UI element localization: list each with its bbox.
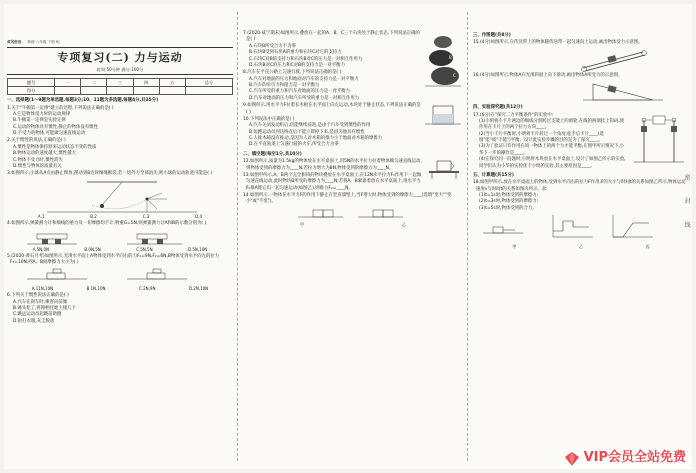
incline-diagram [473, 80, 683, 102]
option: D.惯性与物体的质量有关 [13, 163, 62, 169]
score-table-row [8, 79, 233, 87]
option: C.5N,5N [136, 246, 153, 252]
score-cell: 二 [81, 79, 107, 87]
column-divider [467, 12, 468, 461]
option: B.汽车的牵引力和阻力是一对平衡力 [249, 83, 320, 88]
option: B.物体运动的速度越大,惯性越大 [13, 151, 76, 157]
option: C.物体不受力时,惯性消失 [13, 157, 63, 163]
option: A.汽车对地面的压力和地面对汽车的支持力是一对平衡力 [249, 76, 359, 82]
svg-text:A: A [451, 38, 454, 43]
column-middle [240, 4, 466, 469]
sub-question: (4)在探究同一问题时,小明将木块放在水平桌面上,设计了如图乙所示的实验,同学们认为小华的实验优于小明的实验,其主要原因是____。 [479, 157, 626, 169]
grade-label: 物理 八年级 下册 RJ [27, 40, 60, 44]
figure-labels [7, 286, 233, 292]
option: D.5N,10N [188, 246, 208, 252]
incline-figure [473, 80, 689, 102]
option: D.拍打衣服,灰尘脱落 [13, 318, 55, 324]
option: A.惯性是物体保持原来运动状态不变的性质 [13, 144, 97, 150]
option: A.5N,0N [32, 246, 49, 252]
score-cell[interactable] [81, 87, 107, 95]
sub-question: (2)当小卡片平衡时,小明将卡片转过一个角度,松手后卡片____(选填"能"或"不能")平衡。设计此实验步骤的目的是为了探究____。 [479, 131, 604, 143]
figure-label: 乙 [578, 244, 583, 250]
score-cell: 五 [159, 79, 185, 87]
question-1: 1.关于"牛顿第一定律"建立的过程,下列说法正确的是( ) [7, 105, 114, 111]
beaker-figure [423, 102, 463, 128]
spacer [243, 4, 463, 30]
option: C.人推木箱没有推动,是因为人对木箱的推力小于地面对木箱的摩擦力 [249, 136, 383, 141]
blocks-figure [7, 267, 233, 285]
option: A.1 [37, 213, 45, 219]
svg-text:B: B [449, 55, 452, 60]
score-cell[interactable] [107, 87, 133, 95]
score-cell: 一 [55, 79, 81, 87]
score-cell: 题号 [8, 79, 55, 87]
balance-apparatus-figure [629, 112, 689, 172]
score-cell: 四 [133, 79, 159, 87]
score-cell: 得分 [8, 87, 55, 95]
question-12: 12.如图所示,质量为1.5kg的物体放在水平桌面上,用5N的水平拉力拉着物体做匀速直线运动,则物体受到的摩擦力为____N;若拉力增大为8N,物体受到的摩擦力为____N。 [243, 159, 422, 171]
question-13: 13.如图甲所示,A、B两个完全相同的物块叠放在水平桌面上,在12N水平拉力F₁作用下一起做匀速直线运动,此时物块B所受的摩擦力为____N;若将A、B紧靠着放在水平桌面上,用水平力F₂推A使它们一起匀速运动(如图乙),则推力F₂=____N。 [243, 172, 422, 191]
option: B.1N,10N [86, 286, 106, 292]
sub-question: (2)t=3s时,物体受到的摩擦力; [479, 199, 539, 205]
option: B.石块B受到石块A的重力和石块C对它的支持力 [249, 50, 342, 56]
option: C.2N,9N [139, 286, 156, 292]
option: B.短跑运动员到达终点后不能立即停下来,是因为他具有惯性 [249, 129, 365, 135]
option: C.3 [142, 213, 150, 219]
stacked-stones-figure [423, 30, 463, 90]
question-18: 18.如图甲所示,放在水平桌面上的物体,受到水平向右的拉力F作用,F的大小与时间t的关系如图乙所示,物体运动速度v与时间t的关系如图丙所示。求: [473, 180, 686, 192]
score-table [7, 78, 233, 95]
question-15: 15.(4分)如图所示,在传送带上的物体随传送带一起匀速向上运动,画出物体受力示意图。 [473, 40, 643, 46]
diamond-icon [564, 451, 580, 467]
exam-page [4, 4, 692, 469]
option: D.汽车对地面的压力和汽车所受的重力是一对相互作用力 [249, 95, 360, 101]
option: A.石块B所受合力不为零 [249, 43, 296, 49]
option: C.运动的物体具有惯性,静止的物体没有惯性 [13, 124, 98, 130]
option: D.2N,10N [188, 286, 209, 292]
spring-scale-figure [7, 228, 233, 246]
question-8: 8.汽车在平直公路上匀速行驶,下列说法正确的是( ) [243, 70, 342, 76]
score-cell[interactable] [133, 87, 159, 95]
brand-label: 黄冈密卷 [7, 40, 22, 44]
force-time-graphs [473, 213, 689, 243]
question-7: 7.(2020·咸宁期末)如图所示,叠放在一起的A、B、C三个石块处于静止状态,下列说法正确的是( ) [243, 31, 420, 43]
question-5: 5.(2020·黄石月考)如图所示,光滑水平面上A物体受到水平向右的力F₁=9N,F₂=6N,B物体受到水平向左的拉力F₃=10N,则A、B间摩擦力大小为( ) [7, 253, 220, 266]
option: C.跳远运动员起跳前助跑 [13, 312, 62, 318]
pendulum-figure [7, 179, 233, 213]
cup-on-table-figure [425, 158, 463, 180]
figure-labels [243, 222, 463, 228]
sub-question: (1)小明将小卡片两边的细线分别跨过支架上的滑轮,在线的两端挂上钩码,使作用在卡片上的两个拉力方向____。 [479, 118, 625, 131]
push-blocks-diagram [243, 207, 463, 221]
section-heading: 三、作图题(共8分) [473, 33, 511, 38]
option: D.石块B对C的压力和C对B的支持力是一对平衡力 [249, 62, 345, 68]
figure-labels [7, 247, 233, 253]
seal-line-mark: 密 封 线 [683, 174, 690, 236]
question-3: 3.如图所示,小球从A点由静止释放,摆动到B点时细绳断裂,若一切外力全部消失,则小球的运动轨迹可能是( ) [7, 171, 213, 177]
option: D.在平直轨道上匀速行驶的火车,所受合力为零 [249, 142, 339, 148]
question-2: 2.关于惯性的说法,正确的是( ) [7, 138, 66, 144]
pendulum-diagram [7, 179, 233, 213]
option: A.汽车在刹车时,乘客向前倾 [13, 299, 68, 305]
figure-labels [7, 214, 233, 220]
watermark-text: VIP会员全站免费 [583, 450, 686, 466]
figure-label: 乙 [402, 221, 406, 227]
option: B.0N,5N [84, 246, 101, 252]
conveyor-figure [473, 48, 689, 72]
push-blocks-figure [243, 207, 463, 221]
question-4: 4.如图所示,弹簧测力计和细线的重力及一切摩擦均不计,物重G=5N,则弹簧测力计A和B的示数分别为( ) [7, 220, 207, 226]
option: A.它是物体受力时的运动规律 [13, 111, 71, 117]
option: D.不受力的物体,可能做匀速直线运动 [13, 131, 86, 137]
score-table-row [8, 87, 233, 95]
section-heading: 五、计算题(共15分) [473, 172, 514, 178]
page-header [7, 40, 233, 45]
figure-label: 丙 [645, 244, 650, 250]
figure-label: 甲 [512, 244, 517, 250]
score-cell[interactable] [55, 87, 81, 95]
section-heading: 一、选择题(1～9题为单选题,每题3分;10、11题为多选题,每题4分,共35分) [7, 98, 159, 104]
figure-label: 甲 [300, 221, 304, 227]
question-14: 14.如图所示,一物体在水平力F的作用下静止在竖直墙壁上,当F增大时,物体受到的摩擦力____(选填"变大""变小"或"不变")。 [243, 193, 452, 205]
column-divider [237, 12, 238, 461]
score-cell[interactable] [185, 87, 232, 95]
score-cell[interactable] [159, 87, 185, 95]
conveyor-diagram [473, 48, 683, 72]
score-cell: 总分 [185, 79, 232, 87]
option: B.锤头松了,将锤柄往地上撞几下 [13, 306, 76, 311]
question-9: 9.如图所示,用水平力F拉着长木板在水平面上向左运动,木块处于静止状态,下列说法正确的是( ) [243, 103, 421, 115]
option: B.2 [90, 213, 97, 219]
vip-watermark[interactable] [560, 448, 690, 469]
page-title: 专项复习(二) 力与运动 [57, 51, 183, 65]
graphs-diagram [473, 213, 683, 243]
spring-scale-diagram [7, 228, 233, 246]
score-cell: 三 [107, 79, 133, 87]
option: D.4 [195, 213, 203, 219]
spacer [473, 4, 689, 30]
sub-question: (1)t=1s时,物体受到的摩擦力; [479, 193, 539, 198]
option: A.11N,10N [31, 286, 54, 292]
question-6: 6.下列关于惯性说法正确的是( ) [7, 293, 69, 299]
question-10: 10.下列说法中正确的是( ) [243, 116, 295, 122]
column-right [470, 4, 692, 469]
question-17: 17.(6分)在"探究二力平衡条件"的实验中: [473, 112, 554, 118]
sub-question: (3)t=5s时,物体受到的合力。 [479, 205, 537, 211]
option: C.汽车所受的重力和汽车对地面的压力是一对平衡力 [249, 89, 351, 95]
section-heading: 二、填空题(每空1分,共10分) [243, 151, 302, 157]
page-subtitle: 时间:50分钟 满分:100分 [96, 67, 144, 73]
section-heading: 四、实验探究题(共12分) [473, 105, 523, 111]
sub-question: (3)为了验证只有作用在同一物体上的两个力才能平衡,在图甲所示情况下,小华下一步的操作是____。 [479, 144, 625, 156]
option: C.石块C对B的支持力和石块B对C的压力是一对相互作用力 [249, 56, 363, 62]
option: B.牛顿第一定律是实验定律 [13, 118, 66, 124]
blocks-diagram [7, 267, 233, 285]
column-left [4, 4, 236, 469]
svg-text:C: C [453, 73, 456, 78]
question-16: 16.(4分)如图所示,物体A在光滑斜面上向下滑动,画出物体A所受力的示意图。 [473, 72, 623, 78]
title-block [7, 47, 233, 75]
figure-labels [473, 244, 689, 250]
option: A.汽车关闭发动机后,仍能继续前进,是由于汽车受到惯性的作用 [249, 123, 371, 129]
